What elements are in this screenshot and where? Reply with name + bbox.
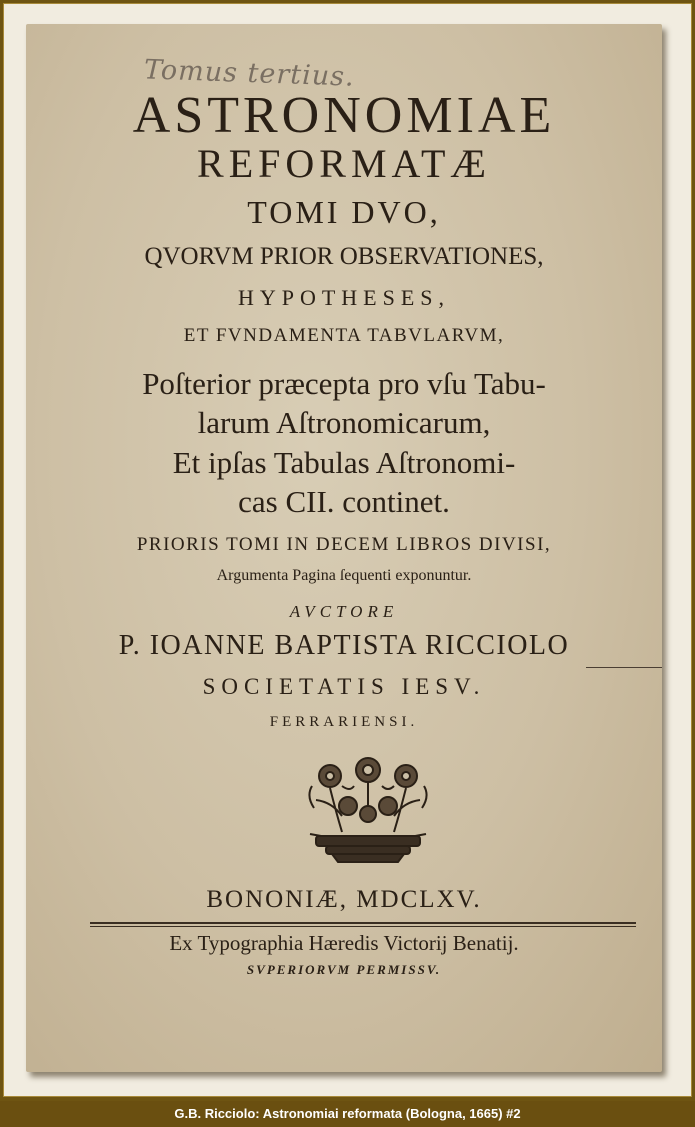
floral-basket-ornament-icon bbox=[302, 756, 434, 864]
author-name: P. IOANNE BAPTISTA RICCIOLO bbox=[118, 630, 570, 661]
title-line-11: PRIORIS TOMI IN DECEM LIBROS DIVISI, bbox=[136, 534, 552, 555]
imprint-place: BONONIÆ, MDCLXV. bbox=[206, 886, 482, 913]
title-line-4: QVORVM PRIOR OBSERVATIONES, bbox=[144, 243, 544, 270]
author-society: SOCIETATIS IESV. bbox=[202, 674, 486, 699]
manuscript-note: Tomus tertius. bbox=[143, 54, 356, 93]
title-line-7: Poſterior præcepta pro vſu Tabu- bbox=[142, 366, 546, 401]
margin-rule bbox=[586, 667, 662, 668]
title-line-9: Et ipſas Tabulas Aſtronomi- bbox=[172, 445, 516, 480]
title-line-10: cas CII. continet. bbox=[238, 484, 450, 519]
caption-bar: G.B. Ricciolo: Astronomiai reformata (Bologna, 1665) #2 bbox=[0, 1101, 695, 1127]
title-line-2: REFORMATÆ bbox=[197, 141, 491, 186]
imprint-permission: SVPERIORVM PERMISSV. bbox=[246, 962, 442, 977]
imprint-printer: Ex Typographia Hæredis Victorij Benatij. bbox=[169, 931, 519, 955]
title-line-12: Argumenta Pagina ſequenti exponuntur. bbox=[216, 567, 472, 584]
title-page bbox=[26, 24, 662, 1072]
title-line-8: larum Aſtronomicarum, bbox=[197, 405, 491, 440]
auctore-label: AVCTORE bbox=[289, 602, 399, 621]
picture-frame bbox=[3, 3, 692, 1097]
imprint-rule-thin bbox=[90, 926, 636, 927]
title-line-5: HYPOTHESES, bbox=[237, 285, 451, 310]
author-origin: FERRARIENSI. bbox=[269, 714, 419, 730]
imprint-rule bbox=[90, 922, 636, 924]
title-line-1: ASTRONOMIAE bbox=[132, 87, 556, 144]
title-line-3: TOMI DVO, bbox=[247, 194, 441, 230]
title-line-6: ET FVNDAMENTA TABVLARVM, bbox=[183, 325, 505, 346]
